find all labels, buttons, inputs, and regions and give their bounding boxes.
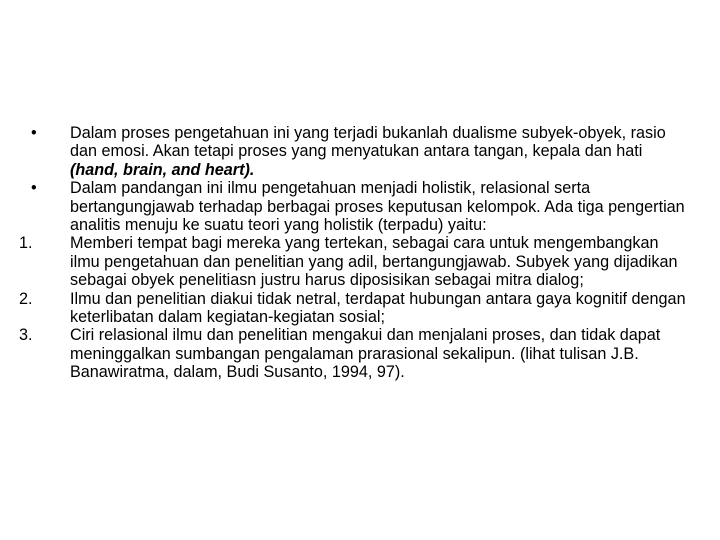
bullet-marker: • (31, 124, 37, 142)
numbered-item (19, 234, 688, 290)
number-marker: 2. (19, 289, 33, 308)
numbered-item (19, 289, 688, 327)
numbered-text: Ilmu dan penelitian diakui tidak netral, terdapat hubungan antara gaya kognitif dengan keterlibatan dalam kegiatan-kegiatan sosial; (70, 289, 686, 327)
bullet-item (28, 124, 688, 179)
bullet-text: Dalam proses pengetahuan ini yang terjadi bukanlah dualisme subyek-obyek, rasio dan emosi. Akan tetapi proses yang menyatukan antara tangan, kepala dan hati (70, 124, 666, 161)
bullet-marker: • (31, 179, 37, 198)
number-marker: 3. (19, 326, 33, 345)
emphasis-text: (hand, brain, and heart). (70, 160, 255, 179)
numbered-text: Memberi tempat bagi mereka yang tertekan, sebagai cara untuk mengembangkan ilmu pengetahuan dan penelitian yang adil, bertangungjawab. Subyek yang dijadikan sebagai obyek penelitiasn justru harus diposisikan sebagai mitra dialog; (70, 234, 678, 290)
numbered-text: Ciri relasional ilmu dan penelitian mengakui dan menjalani proses, dan tidak dapat meninggalkan sumbangan pengalaman prarasional sekalipun. (lihat tulisan J.B. Banawiratma, dalam, Budi Susanto, 1994, 97). (70, 326, 661, 382)
bullet-item (28, 179, 688, 234)
numbered-item (19, 326, 688, 382)
number-marker: 1. (19, 234, 33, 253)
bullet-text: Dalam pandangan ini ilmu pengetahuan menjadi holistik, relasional serta bertangungjawab terhadap berbagai proses keputusan kelompok. Ada tiga pengertian analitis menuju ke suatu teori yang holistik (terpadu) yaitu: (70, 179, 685, 235)
slide-body (19, 124, 688, 382)
